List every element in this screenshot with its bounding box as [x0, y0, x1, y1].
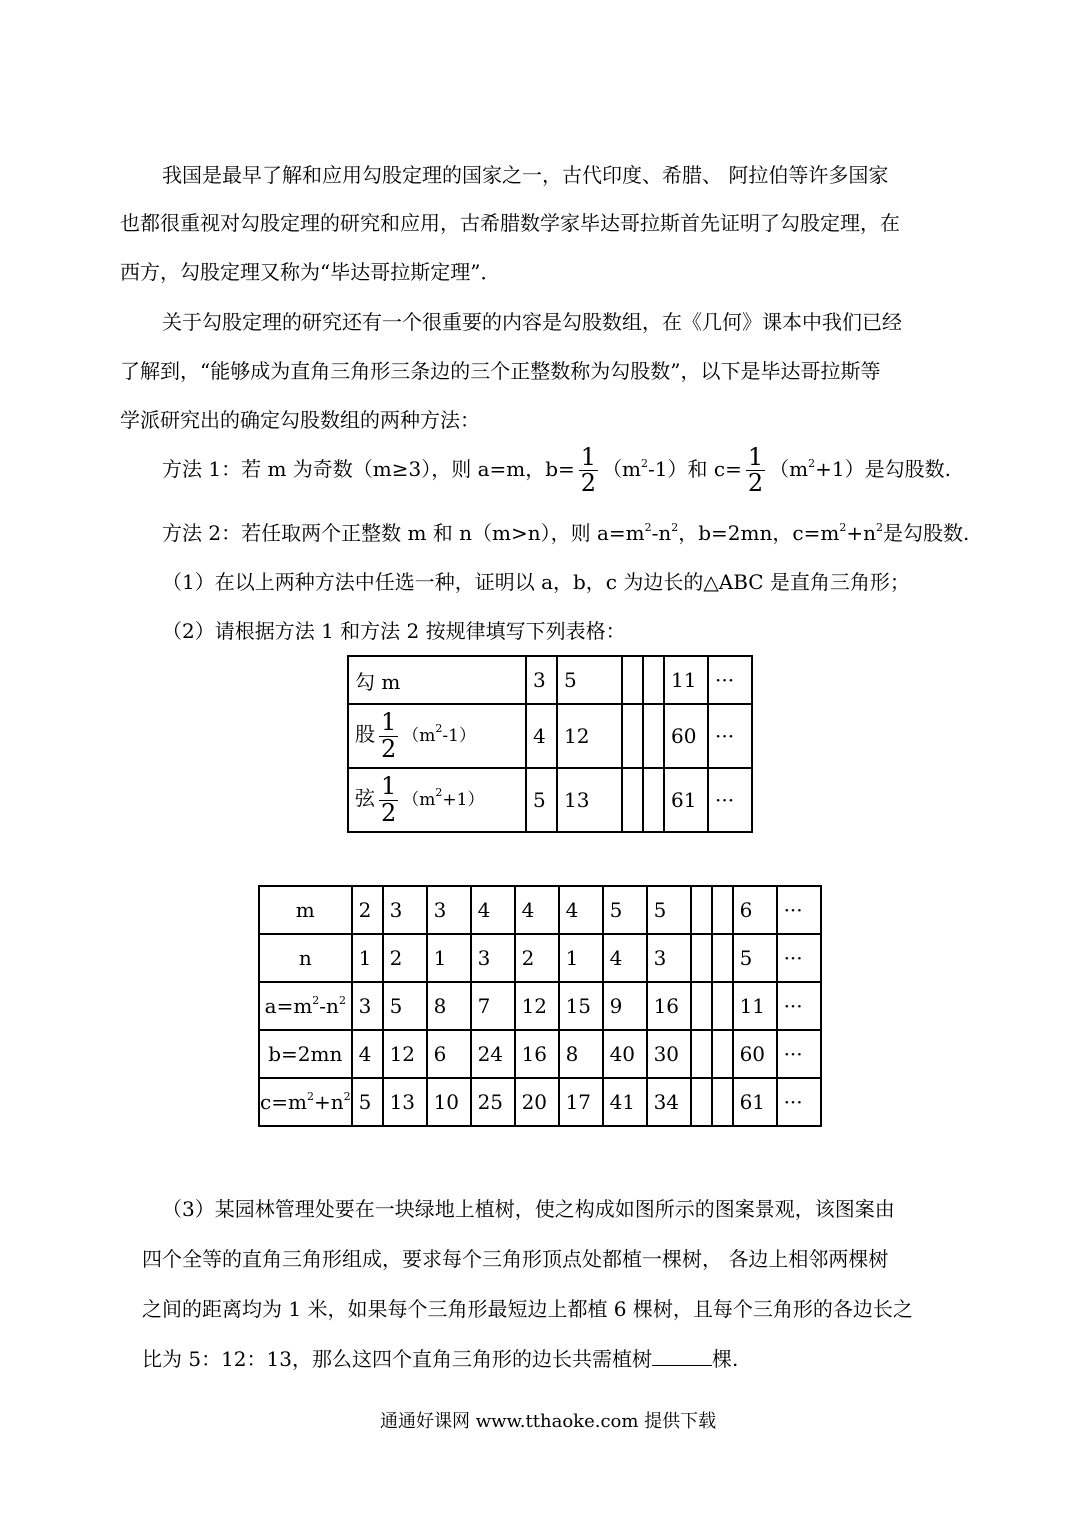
question-3-line3: 之间的距离均为 1 米，如果每个三角形最短边上都植 6 棵树，且每个三角形的各边长之: [142, 1297, 913, 1321]
question-3-line2: 四个全等的直角三角形组成，要求每个三角形顶点处都植一棵树， 各边上相邻两棵树: [142, 1247, 889, 1271]
table-cell[interactable]: [622, 768, 643, 832]
footer: 通通好课网 www.tthaoke.com 提供下载: [380, 1411, 717, 1432]
table-cell: 1: [559, 934, 603, 982]
method1-fraction-b: [579, 445, 598, 496]
method2-line: [162, 523, 969, 543]
label-text: 弦: [355, 786, 375, 811]
question-2: （2）请根据方法 1 和方法 2 按规律填写下列表格：: [162, 619, 626, 643]
table-cell: 16: [515, 1030, 559, 1078]
table-cell: ···: [777, 1030, 821, 1078]
table-cell: ···: [777, 886, 821, 934]
frac-numerator: 1: [580, 443, 597, 471]
table-cell[interactable]: [643, 656, 664, 704]
method2-part-a: 方法 2：若任取两个正整数 m 和 n（m>n），则 a=m: [162, 521, 645, 545]
exponent: 2: [435, 722, 443, 736]
label-part: +n: [313, 1090, 344, 1114]
table-method1: [347, 655, 753, 833]
table-cell[interactable]: [691, 934, 712, 982]
table-cell[interactable]: [691, 886, 712, 934]
method1-prefix: 方法 1：若 m 为奇数（m≥3），则 a=m，b=: [162, 457, 575, 482]
table-cell: 4: [515, 886, 559, 934]
table-cell: 3: [383, 886, 427, 934]
table-cell: 6: [733, 886, 777, 934]
method1-line: [162, 445, 951, 496]
table-cell: ···: [777, 934, 821, 982]
label-part: c=m: [260, 1090, 307, 1114]
method2-part-b: -n: [651, 521, 672, 545]
table-row: [259, 982, 821, 1030]
table-row: [259, 934, 821, 982]
label-text: 股: [355, 722, 375, 747]
row-label-c: [259, 1078, 352, 1126]
table-cell: ···: [708, 704, 752, 768]
table-cell: 3: [647, 934, 691, 982]
table-cell: 4: [559, 886, 603, 934]
exponent: 2: [641, 457, 649, 471]
table-cell: 5: [352, 1078, 383, 1126]
question-3-line1: （3）某园林管理处要在一块绿地上植树，使之构成如图所示的图案景观，该图案由: [162, 1197, 895, 1221]
frac-denominator: 2: [580, 469, 597, 498]
method1-c-expr-a: （m: [769, 457, 809, 482]
table-cell: 60: [733, 1030, 777, 1078]
para2-line1: 关于勾股定理的研究还有一个很重要的内容是勾股数组，在《几何》课本中我们已经: [162, 310, 902, 334]
table-cell: 17: [559, 1078, 603, 1126]
table-cell: 61: [733, 1078, 777, 1126]
table-cell: 4: [352, 1030, 383, 1078]
answer-blank[interactable]: [652, 1347, 712, 1366]
exponent: 2: [808, 457, 816, 471]
frac-numerator: 1: [747, 443, 764, 471]
row-label-xian: [348, 768, 526, 832]
label-part: -n: [319, 994, 339, 1018]
table-cell: 30: [647, 1030, 691, 1078]
table-cell: 5: [557, 656, 622, 704]
method2-part-e: 是勾股数.: [882, 521, 970, 545]
exponent: 2: [306, 1090, 314, 1103]
table-cell[interactable]: [712, 1078, 733, 1126]
table-cell: 8: [559, 1030, 603, 1078]
exponent: 2: [343, 1090, 351, 1103]
frac-denominator: 2: [381, 734, 397, 763]
table-cell[interactable]: [691, 1030, 712, 1078]
table-cell: 11: [664, 656, 708, 704]
frac-numerator: 1: [381, 708, 397, 737]
para2-line2: 了解到，“能够成为直角三角形三条边的三个正整数称为勾股数”，以下是毕达哥拉斯等: [120, 359, 881, 383]
table-cell: 25: [471, 1078, 515, 1126]
frac-numerator: 1: [381, 772, 397, 801]
label-part: a=m: [264, 994, 313, 1018]
paren-a: （m: [402, 726, 436, 747]
row-label-gou: 勾 m: [348, 656, 526, 704]
table-cell: 1: [352, 934, 383, 982]
row-label-b: b=2mn: [259, 1030, 352, 1078]
table-cell: 12: [515, 982, 559, 1030]
table-cell: 20: [515, 1078, 559, 1126]
table-row: [259, 886, 821, 934]
exponent: 2: [875, 521, 883, 534]
table-cell: 4: [526, 704, 557, 768]
table-cell[interactable]: [712, 1030, 733, 1078]
para1-line2: 也都很重视对勾股定理的研究和应用，古希腊数学家毕达哥拉斯首先证明了勾股定理，在: [120, 211, 900, 235]
row-label-n: n: [259, 934, 352, 982]
table-cell: 3: [526, 656, 557, 704]
para1-line1: 我国是最早了解和应用勾股定理的国家之一，古代印度、希腊、 阿拉伯等许多国家: [162, 163, 889, 187]
exponent: 2: [671, 521, 679, 534]
table-row: [259, 1078, 821, 1126]
table-cell: 13: [383, 1078, 427, 1126]
table-cell: 5: [526, 768, 557, 832]
table-row: [348, 768, 752, 832]
table-row: [348, 656, 752, 704]
table-cell: 2: [383, 934, 427, 982]
table-cell: ···: [708, 656, 752, 704]
exponent: 2: [644, 521, 652, 534]
fraction: [379, 774, 398, 825]
para1-line3: 西方，勾股定理又称为“毕达哥拉斯定理”．: [120, 260, 501, 284]
frac-denominator: 2: [747, 469, 764, 498]
table-cell: 7: [471, 982, 515, 1030]
table-cell: 3: [427, 886, 471, 934]
table-cell: 11: [733, 982, 777, 1030]
table-cell[interactable]: [712, 886, 733, 934]
exponent: 2: [839, 521, 847, 534]
table-cell: 3: [352, 982, 383, 1030]
table-cell: ···: [777, 1078, 821, 1126]
method2-part-c: ，b=2mn，c=m: [678, 521, 840, 545]
method2-part-d: +n: [846, 521, 876, 545]
table-cell: 34: [647, 1078, 691, 1126]
question-3-line4: [142, 1347, 738, 1369]
question-3-suffix: 棵.: [711, 1347, 739, 1371]
table-cell: 5: [603, 886, 647, 934]
paren-b: -1）: [442, 726, 476, 747]
table-cell: 2: [515, 934, 559, 982]
table-cell: 60: [664, 704, 708, 768]
exponent: 2: [435, 786, 443, 800]
table-cell: ···: [777, 982, 821, 1030]
table-cell: ···: [708, 768, 752, 832]
table-cell: 9: [603, 982, 647, 1030]
table-cell[interactable]: [643, 768, 664, 832]
table-cell: 5: [383, 982, 427, 1030]
table-cell: 8: [427, 982, 471, 1030]
exponent: 2: [312, 994, 320, 1007]
table-cell: 6: [427, 1030, 471, 1078]
table-cell: 10: [427, 1078, 471, 1126]
table-cell: 41: [603, 1078, 647, 1126]
table-cell: 5: [733, 934, 777, 982]
frac-denominator: 2: [381, 798, 397, 827]
table-cell[interactable]: [622, 704, 643, 768]
row-label-gu: [348, 704, 526, 768]
table-cell: 16: [647, 982, 691, 1030]
table-cell: 61: [664, 768, 708, 832]
table-cell: 4: [603, 934, 647, 982]
table-cell[interactable]: [622, 656, 643, 704]
table-cell[interactable]: [691, 1078, 712, 1126]
method1-b-expr-b: -1）和 c=: [648, 457, 742, 482]
method1-b-expr-a: （m: [602, 457, 642, 482]
table-row: [259, 1030, 821, 1078]
table-cell: 13: [557, 768, 622, 832]
question-1: （1）在以上两种方法中任选一种，证明以 a，b，c 为边长的△ABC 是直角三角形；: [162, 570, 910, 594]
table-cell: 4: [471, 886, 515, 934]
question-3-text: 比为 5：12：13，那么这四个直角三角形的边长共需植树: [142, 1347, 652, 1371]
table-cell: 1: [427, 934, 471, 982]
table-cell[interactable]: [643, 704, 664, 768]
row-label-m: m: [259, 886, 352, 934]
table-cell: 3: [471, 934, 515, 982]
table-cell: 15: [559, 982, 603, 1030]
table-cell: 12: [383, 1030, 427, 1078]
method1-fraction-c: [746, 445, 765, 496]
table-method2: [258, 885, 822, 1127]
paren-a: （m: [402, 790, 436, 811]
table-cell: 2: [352, 886, 383, 934]
table-cell: 40: [603, 1030, 647, 1078]
table-row: [348, 704, 752, 768]
method1-c-expr-b: +1）是勾股数.: [815, 457, 951, 482]
table-cell[interactable]: [691, 982, 712, 1030]
para2-line3: 学派研究出的确定勾股数组的两种方法：: [120, 408, 480, 432]
table-cell: 5: [647, 886, 691, 934]
table-cell[interactable]: [712, 982, 733, 1030]
exponent: 2: [338, 994, 346, 1007]
row-label-a: [259, 982, 352, 1030]
fraction: [379, 710, 398, 761]
table-cell: 24: [471, 1030, 515, 1078]
paren-b: +1）: [442, 790, 485, 811]
table-cell[interactable]: [712, 934, 733, 982]
table-cell: 12: [557, 704, 622, 768]
